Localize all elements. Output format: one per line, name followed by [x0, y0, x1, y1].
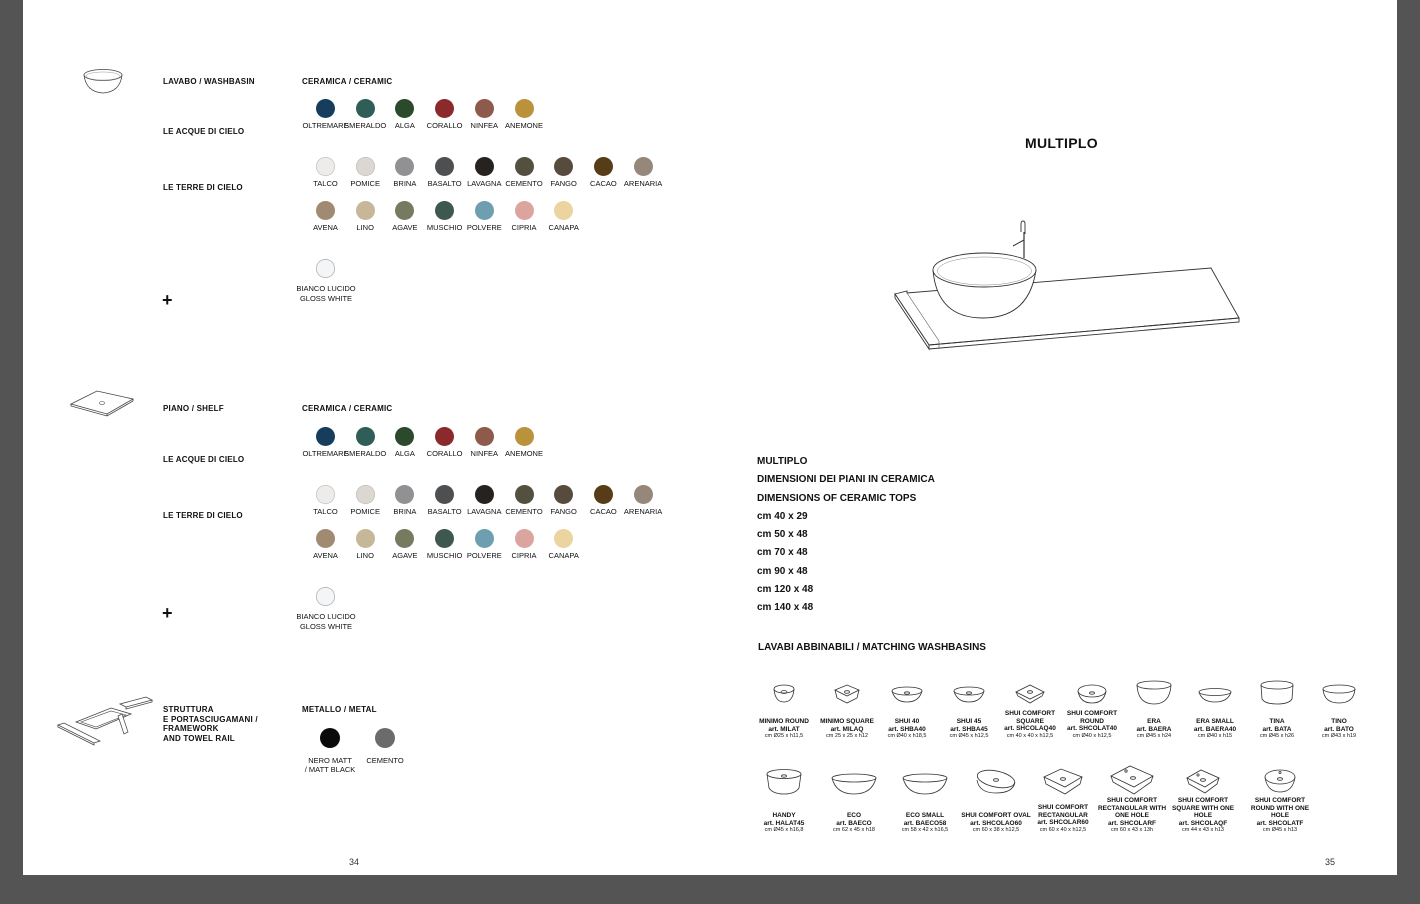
- washbasin-dim: cm Ø45 x h13: [1262, 827, 1298, 833]
- washbasin-dim: cm Ø45 x h26: [1259, 733, 1295, 739]
- swatch-label: SMERALDO: [344, 121, 387, 130]
- washbasin-dim: cm 40 x 40 x h12,5: [1006, 732, 1054, 739]
- round-hole-basin-icon: [749, 672, 819, 706]
- washbasin-art: art. SHCOLAQF: [1178, 819, 1228, 827]
- washbasin-dim: cm 62 x 45 x h18: [833, 827, 875, 833]
- washbasin-item: [1028, 762, 1098, 833]
- swatch-bianco-lucido: [316, 259, 335, 278]
- washbasin-dim: cm 44 x 43 x h13: [1182, 827, 1224, 833]
- swatch-corallo: [435, 427, 454, 446]
- swatch-avena: [316, 201, 335, 220]
- swatch-ninfea: [475, 427, 494, 446]
- swatch-avena: [316, 529, 335, 548]
- swatch-label: MUSCHIO: [426, 551, 463, 560]
- frame-icon: [56, 694, 156, 750]
- washbasin-dim: cm Ø45 x h16,8: [764, 827, 804, 833]
- metal-color-label: NERO MATT: [308, 756, 352, 765]
- bowl-basin-icon: [1304, 672, 1374, 706]
- frame-label: [163, 705, 258, 743]
- matching-washbasins-title: LAVABI ABBINABILI / MATCHING WASHBASINS: [758, 642, 986, 653]
- swatch-ninfea: [475, 99, 494, 118]
- washbasin-dim: cm Ø40 x h12,5: [1072, 732, 1112, 739]
- swatch-label: AVENA: [313, 551, 338, 560]
- swatch-polvere: [475, 201, 494, 220]
- washbasin-name: SHUI 45: [956, 718, 982, 725]
- washbasin-name: MINIMO SQUARE: [820, 718, 874, 725]
- washbasin-art: art. SHBA45: [950, 725, 988, 733]
- frame-material-label: METALLO / METAL: [302, 705, 377, 714]
- washbasin-name: ECO SMALL: [905, 812, 945, 819]
- washbasin-text: [1119, 718, 1189, 740]
- washbasin-name: TINA: [1269, 718, 1285, 725]
- swatch-label: CIPRIA: [511, 551, 537, 560]
- swatch-alga: [395, 99, 414, 118]
- swatch-smeraldo: [356, 427, 375, 446]
- washbasin-text: [934, 718, 1004, 740]
- page-number-right: 35: [1325, 857, 1336, 867]
- washbasin-name: SHUI COMFORT RECTANGULAR: [1037, 804, 1089, 819]
- washbasin-material-label: CERAMICA / CERAMIC: [302, 77, 393, 86]
- dimension-line: cm 50 x 48: [757, 529, 808, 541]
- swatch-label: CANAPA: [548, 551, 579, 560]
- swatch-label: ARENARIA: [623, 179, 663, 188]
- swatch-polvere: [475, 529, 494, 548]
- washbasin-art: art. MILAT: [768, 725, 800, 733]
- washbasin-name: SHUI COMFORT RECTANGULAR WITH ONE HOLE: [1097, 797, 1167, 819]
- frame-label-line: FRAMEWORK: [163, 724, 219, 733]
- washbasin-art: art. BAERA40: [1193, 725, 1237, 733]
- swatch-label: CORALLO: [426, 449, 463, 458]
- shallow-bowl-icon: [934, 672, 1004, 706]
- washbasin-art: art. SHCOLAQ40: [1004, 725, 1056, 732]
- washbasin-text: [872, 718, 942, 740]
- shelf-acque-label: LE ACQUE DI CIELO: [163, 455, 245, 464]
- washbasin-art: art. BAECO58: [903, 819, 947, 827]
- washbasin-art: art. SHBA40: [888, 725, 926, 733]
- washbasin-name: SHUI COMFORT SQUARE: [1004, 710, 1056, 725]
- washbasin-text: [819, 812, 889, 834]
- washbasin-art: art. SHCOLATF: [1256, 819, 1304, 827]
- washbasin-name: TINO: [1331, 718, 1347, 725]
- swatch-label: ARENARIA: [623, 507, 663, 516]
- swatch-lavagna: [475, 485, 494, 504]
- washbasin-name: HANDY: [772, 812, 796, 819]
- washbasin-art: art. HALAT45: [763, 819, 805, 827]
- swatch-agave: [395, 529, 414, 548]
- washbasin-name: SHUI COMFORT ROUND WITH ONE HOLE: [1250, 797, 1310, 819]
- swatch-oltremare: [316, 427, 335, 446]
- shelf-label: PIANO / SHELF: [163, 404, 224, 413]
- washbasin-item: [749, 672, 819, 739]
- washbasin-dim: cm Ø40 x h18,5: [887, 733, 927, 739]
- washbasin-item: [749, 762, 819, 833]
- washbasin-art: art. BAECO: [836, 819, 872, 827]
- swatch-cipria: [515, 201, 534, 220]
- plus-icon: +: [162, 290, 173, 310]
- page-number-left: 34: [349, 857, 360, 867]
- swatch-nero-matt: [320, 728, 340, 748]
- washbasin-icon: [81, 66, 125, 98]
- swatch-oltremare: [316, 99, 335, 118]
- catalog-spread: [23, 0, 1397, 875]
- dimension-line: cm 120 x 48: [757, 584, 814, 596]
- tub-basin-icon: [1242, 672, 1312, 706]
- swatch-alga: [395, 427, 414, 446]
- washbasin-art: art. MILAQ: [830, 725, 864, 733]
- swatch-label: ALGA: [394, 449, 415, 458]
- washbasin-name: SHUI COMFORT ROUND: [1066, 710, 1118, 725]
- swatch-label: BASALTO: [427, 179, 462, 188]
- swatch-corallo: [435, 99, 454, 118]
- swatch-cipria: [515, 529, 534, 548]
- frame-label-line: STRUTTURA: [163, 705, 214, 714]
- swatch-fango: [554, 485, 573, 504]
- swatch-label: LINO: [356, 223, 374, 232]
- swatch-cemento: [515, 485, 534, 504]
- swatch-label: CACAO: [590, 179, 617, 188]
- washbasin-dim: cm Ø40 x h15: [1197, 733, 1233, 739]
- swatch-label: OLTREMARE: [302, 121, 349, 130]
- swatch-cacao: [594, 485, 613, 504]
- swatch-label: FANGO: [550, 507, 577, 516]
- washbasin-name: ECO: [846, 812, 862, 819]
- washbasin-text: [1028, 804, 1098, 834]
- swatch-smeraldo: [356, 99, 375, 118]
- swatch-label: CANAPA: [548, 223, 579, 232]
- washbasin-item: [1097, 762, 1167, 833]
- shelf-material-label: CERAMICA / CERAMIC: [302, 404, 393, 413]
- round-basin-icon: [1057, 672, 1127, 706]
- swatch-cemento: [515, 157, 534, 176]
- washbasin-item: [1304, 672, 1374, 739]
- swatch-label: FANGO: [550, 179, 577, 188]
- swatch-pomice: [356, 485, 375, 504]
- washbasin-text: [1180, 718, 1250, 740]
- washbasin-dim: cm 58 x 42 x h16,5: [901, 827, 949, 833]
- swatch-lino: [356, 529, 375, 548]
- swatch-label: CEMENTO: [505, 179, 543, 188]
- dimension-line: cm 70 x 48: [757, 547, 808, 559]
- metal-color-label: CEMENTO: [366, 756, 404, 765]
- washbasin-name: SHUI 40: [894, 718, 920, 725]
- swatch-label: ANEMONE: [505, 121, 543, 130]
- swatch-anemone: [515, 427, 534, 446]
- round-tap-basin-icon: [1245, 762, 1315, 796]
- washbasin-item: [819, 762, 889, 833]
- swatch-label: POLVERE: [466, 551, 502, 560]
- washbasin-item: [1242, 672, 1312, 739]
- swatch-fango: [554, 157, 573, 176]
- swatch-label: ALGA: [394, 121, 415, 130]
- swatch-lavagna: [475, 157, 494, 176]
- swatch-canapa: [554, 529, 573, 548]
- swatch-brina: [395, 485, 414, 504]
- washbasin-dim: cm 60 x 40 x h12,5: [1039, 826, 1087, 833]
- swatch-arenaria: [634, 157, 653, 176]
- washbasin-item: [995, 672, 1065, 739]
- washbasin-item: [934, 672, 1004, 739]
- oval-basin-icon: [819, 762, 889, 796]
- deep-bowl-icon: [1119, 672, 1189, 706]
- swatch-label: AVENA: [313, 223, 338, 232]
- dimension-line: DIMENSIONS OF CERAMIC TOPS: [757, 492, 917, 504]
- swatch-cacao: [594, 157, 613, 176]
- washbasin-art: art. SHCOLAT40: [1066, 725, 1118, 732]
- washbasin-dim: cm Ø25 x h11,5: [764, 733, 804, 739]
- washbasin-art: art. SHCOLAR60: [1037, 819, 1089, 826]
- swatch-talco: [316, 485, 335, 504]
- washbasin-text: [890, 812, 960, 834]
- square-tap-basin-icon: [1168, 762, 1238, 796]
- washbasin-item: [1057, 672, 1127, 739]
- swatch-label: CACAO: [590, 507, 617, 516]
- dimension-line: MULTIPLO: [757, 456, 808, 467]
- plus-icon: +: [162, 603, 173, 623]
- washbasin-dim: cm Ø45 x h24: [1136, 733, 1172, 739]
- shallow-bowl-icon: [872, 672, 942, 706]
- swatch-agave: [395, 201, 414, 220]
- swatch-basalto: [435, 485, 454, 504]
- swatch-cemento-metal: [375, 728, 395, 748]
- swatch-muschio: [435, 201, 454, 220]
- swatch-lino: [356, 201, 375, 220]
- washbasin-text: [749, 718, 819, 740]
- washbasin-item: [1180, 672, 1250, 739]
- swatch-label: CORALLO: [426, 121, 463, 130]
- washbasin-dim: cm 60 x 38 x h12,5: [972, 827, 1020, 833]
- swatch-label: TALCO: [313, 179, 338, 188]
- dimension-line: DIMENSIONI DEI PIANI IN CERAMICA: [757, 474, 935, 486]
- swatch-label: POMICE: [350, 507, 380, 516]
- rect-tap-basin-icon: [1097, 762, 1167, 796]
- metal-color-label: / MATT BLACK: [304, 765, 356, 774]
- bianco-label-1: BIANCO LUCIDO: [296, 284, 356, 293]
- washbasin-item: [1119, 672, 1189, 739]
- washbasin-name: MINIMO ROUND: [759, 718, 809, 725]
- swatch-label: BRINA: [393, 179, 417, 188]
- washbasin-acque-label: LE ACQUE DI CIELO: [163, 127, 245, 136]
- swatch-label: AGAVE: [392, 551, 418, 560]
- oval-basin-icon: [890, 762, 960, 796]
- dimension-line: cm 140 x 48: [757, 602, 814, 614]
- washbasin-item: [872, 672, 942, 739]
- square-basin-icon: [995, 672, 1065, 706]
- washbasin-dim: cm Ø43 x h19: [1321, 733, 1357, 739]
- washbasin-dim: cm 25 x 25 x h12: [826, 733, 868, 739]
- swatch-label: CIPRIA: [511, 223, 537, 232]
- washbasin-art: art. BATA: [1262, 725, 1292, 733]
- swatch-brina: [395, 157, 414, 176]
- frame-label-line: AND TOWEL RAIL: [163, 733, 235, 743]
- swatch-canapa: [554, 201, 573, 220]
- washbasin-text: [961, 812, 1031, 834]
- multiplo-illustration: [891, 218, 1243, 354]
- oval-hole-basin-icon: [961, 762, 1031, 796]
- swatch-label: POMICE: [350, 179, 380, 188]
- shelf-icon: [69, 388, 135, 424]
- washbasin-name: ERA SMALL: [1196, 718, 1234, 725]
- swatch-muschio: [435, 529, 454, 548]
- dimension-line: cm 90 x 48: [757, 565, 808, 577]
- washbasin-item: [961, 762, 1031, 833]
- flat-bowl-icon: [1180, 672, 1250, 706]
- swatch-basalto: [435, 157, 454, 176]
- washbasin-text: [1057, 710, 1127, 740]
- swatch-label: LAVAGNA: [467, 507, 502, 516]
- swatch-label: POLVERE: [466, 223, 502, 232]
- washbasin-item: [1168, 762, 1238, 833]
- handy-basin-icon: [749, 762, 819, 796]
- shelf-terre-label: LE TERRE DI CIELO: [163, 511, 243, 520]
- washbasin-dim: cm Ø45 x h12,5: [949, 733, 989, 739]
- washbasin-name: SHUI COMFORT OVAL: [961, 812, 1031, 819]
- swatch-arenaria: [634, 485, 653, 504]
- washbasin-label: LAVABO / WASHBASIN: [163, 77, 255, 86]
- swatch-label: LINO: [356, 551, 374, 560]
- washbasin-text: [749, 812, 819, 834]
- washbasin-dim: cm 60 x 43 x 13h: [1111, 827, 1153, 833]
- swatch-label: NINFEA: [470, 121, 499, 130]
- washbasin-item: [890, 762, 960, 833]
- swatch-label: SMERALDO: [344, 449, 387, 458]
- swatch-label: MUSCHIO: [426, 223, 463, 232]
- washbasin-art: art. SHCOLAO60: [970, 819, 1022, 827]
- washbasin-name: SHUI COMFORT SQUARE WITH ONE HOLE: [1171, 797, 1235, 819]
- washbasin-text: [995, 710, 1065, 740]
- frame-label-line: E PORTASCIUGAMANI /: [163, 714, 258, 724]
- swatch-pomice: [356, 157, 375, 176]
- washbasin-text: [1168, 797, 1238, 834]
- bianco-label-2: GLOSS WHITE: [299, 294, 353, 303]
- washbasin-terre-label: LE TERRE DI CIELO: [163, 183, 243, 192]
- washbasin-art: art. BAERA: [1136, 725, 1172, 733]
- page-title: MULTIPLO: [1025, 135, 1098, 151]
- washbasin-art: art. SHCOLARF: [1107, 819, 1157, 827]
- bianco-label-2: GLOSS WHITE: [299, 622, 353, 631]
- swatch-label: NINFEA: [470, 449, 499, 458]
- swatch-label: AGAVE: [392, 223, 418, 232]
- swatch-label: ANEMONE: [505, 449, 543, 458]
- swatch-talco: [316, 157, 335, 176]
- washbasin-text: [1097, 797, 1167, 834]
- rect-basin-icon: [1028, 762, 1098, 796]
- swatch-bianco-lucido: [316, 587, 335, 606]
- dimensions-list: [757, 453, 935, 618]
- swatch-anemone: [515, 99, 534, 118]
- swatch-label: CEMENTO: [505, 507, 543, 516]
- swatch-label: BASALTO: [427, 507, 462, 516]
- swatch-label: LAVAGNA: [467, 179, 502, 188]
- washbasin-text: [1304, 718, 1374, 740]
- washbasin-text: [1245, 797, 1315, 834]
- washbasin-art: art. BATO: [1324, 725, 1354, 733]
- washbasin-name: ERA: [1147, 718, 1161, 725]
- washbasin-item: [1245, 762, 1315, 833]
- washbasin-text: [1242, 718, 1312, 740]
- swatch-label: OLTREMARE: [302, 449, 349, 458]
- swatch-label: BRINA: [393, 507, 417, 516]
- dimension-line: cm 40 x 29: [757, 510, 808, 522]
- swatch-label: TALCO: [313, 507, 338, 516]
- bianco-label-1: BIANCO LUCIDO: [296, 612, 356, 621]
